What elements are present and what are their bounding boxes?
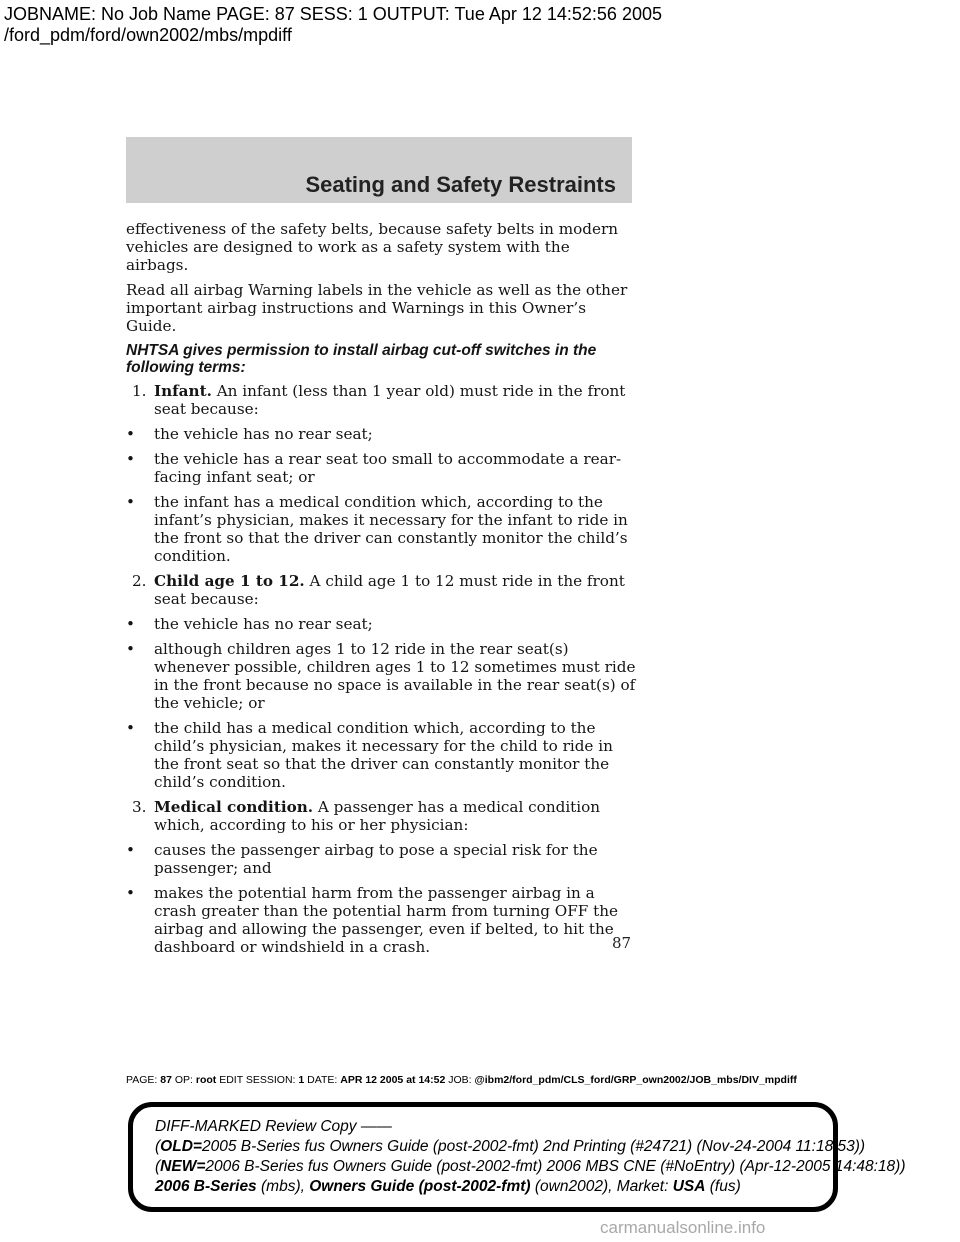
nhtsa-heading: NHTSA gives permission to install airbag cut-off switches in the following terms: [126,342,597,376]
item-text: A child age 1 to 12 must ride in the front seat because: [154,572,625,608]
job-header-line1: JOBNAME: No Job Name PAGE: 87 SESS: 1 OUTPUT: Tue Apr 12 14:52:56 2005 [4,4,662,24]
watermark: carmanualsonline.info [600,1218,766,1237]
list-item: • the vehicle has a rear seat too small to accommodate a rear-facing infant seat; or [126,450,622,486]
diff-line-new: (NEW=2006 B-Series fus Owners Guide (post-2002-fmt) 2006 MBS CNE (#NoEntry) (Apr-12-2005 14:48:18)) [155,1158,906,1175]
section-title: Seating and Safety Restraints [305,172,616,197]
numbered-item-medical [126,798,636,834]
print-footer: PAGE: 87 OP: root EDIT SESSION: 1 DATE: APR 12 2005 at 14:52 JOB: @ibm2/ford_pdm/CLS_ford/GRP_own2002/JOB_mbs/DIV_mpdiff [126,1074,797,1086]
page-content [126,220,636,963]
diff-line-market: 2006 B-Series (mbs), Owners Guide (post-2002-fmt) (own2002), Market: USA (fus) [155,1178,741,1195]
bullet-icon: • [126,719,135,737]
item-title: Infant. [154,382,212,400]
diff-review-box [128,1102,906,1212]
job-header-line2: /ford_pdm/ford/own2002/mbs/mpdiff [4,25,292,45]
list-item: • the infant has a medical condition which, according to the infant’s physician, makes it necessary for the infant to ride in the front so that the driver can constantly monitor the child’s condition. [126,493,628,565]
bullet-icon: • [126,841,135,859]
list-item: • although children ages 1 to 12 ride in the rear seat(s) whenever possible, children ages 1 to 12 sometimes must ride in the front because no space is available in the rear seat(s) of the vehicle; or [126,640,636,712]
bullet-icon: • [126,450,135,468]
item-number: 1. [132,382,147,400]
numbered-item-infant [126,382,636,418]
paragraph-1: effectiveness of the safety belts, because safety belts in modern vehicles are designed to work as a safety system with the airbags. [126,220,619,274]
bullet-icon: • [126,493,135,511]
item-title: Medical condition. [154,798,314,816]
bullet-icon: • [126,640,135,658]
numbered-item-child [126,572,636,608]
bullet-icon: • [126,615,135,633]
section-header-band [126,137,632,203]
list-item: • the vehicle has no rear seat; [126,425,373,443]
bullet-icon: • [126,425,135,443]
diff-line-old: (OLD=2005 B-Series fus Owners Guide (post-2002-fmt) 2nd Printing (#24721) (Nov-24-2004 11:18:53)) [155,1138,866,1155]
list-item: • the vehicle has no rear seat; [126,615,373,633]
item-text: An infant (less than 1 year old) must ride in the front seat because: [154,382,626,418]
paragraph-2: Read all airbag Warning labels in the vehicle as well as the other important airbag instructions and Warnings in this Owner’s Guide. [126,281,628,335]
job-header [4,4,944,46]
list-item: • makes the potential harm from the passenger airbag in a crash greater than the potential harm from turning OFF the airbag and allowing the passenger, even if belted, to hit the dashboard or windshield in a crash. [126,884,619,956]
list-item: • causes the passenger airbag to pose a special risk for the passenger; and [126,841,598,877]
diff-review-text [155,1117,906,1197]
bullet-icon: • [126,884,135,902]
list-item: • the child has a medical condition which, according to the child’s physician, makes it necessary for the child to ride in the front seat so that the driver can constantly monitor the child’s condition. [126,719,613,791]
item-text: A passenger has a medical condition which, according to his or her physician: [154,798,601,834]
item-number: 3. [132,798,147,816]
item-number: 2. [132,572,147,590]
item-title: Child age 1 to 12. [154,572,305,590]
diff-line-1: DIFF-MARKED Review Copy —— [155,1118,392,1135]
page-number: 87 [612,934,632,952]
